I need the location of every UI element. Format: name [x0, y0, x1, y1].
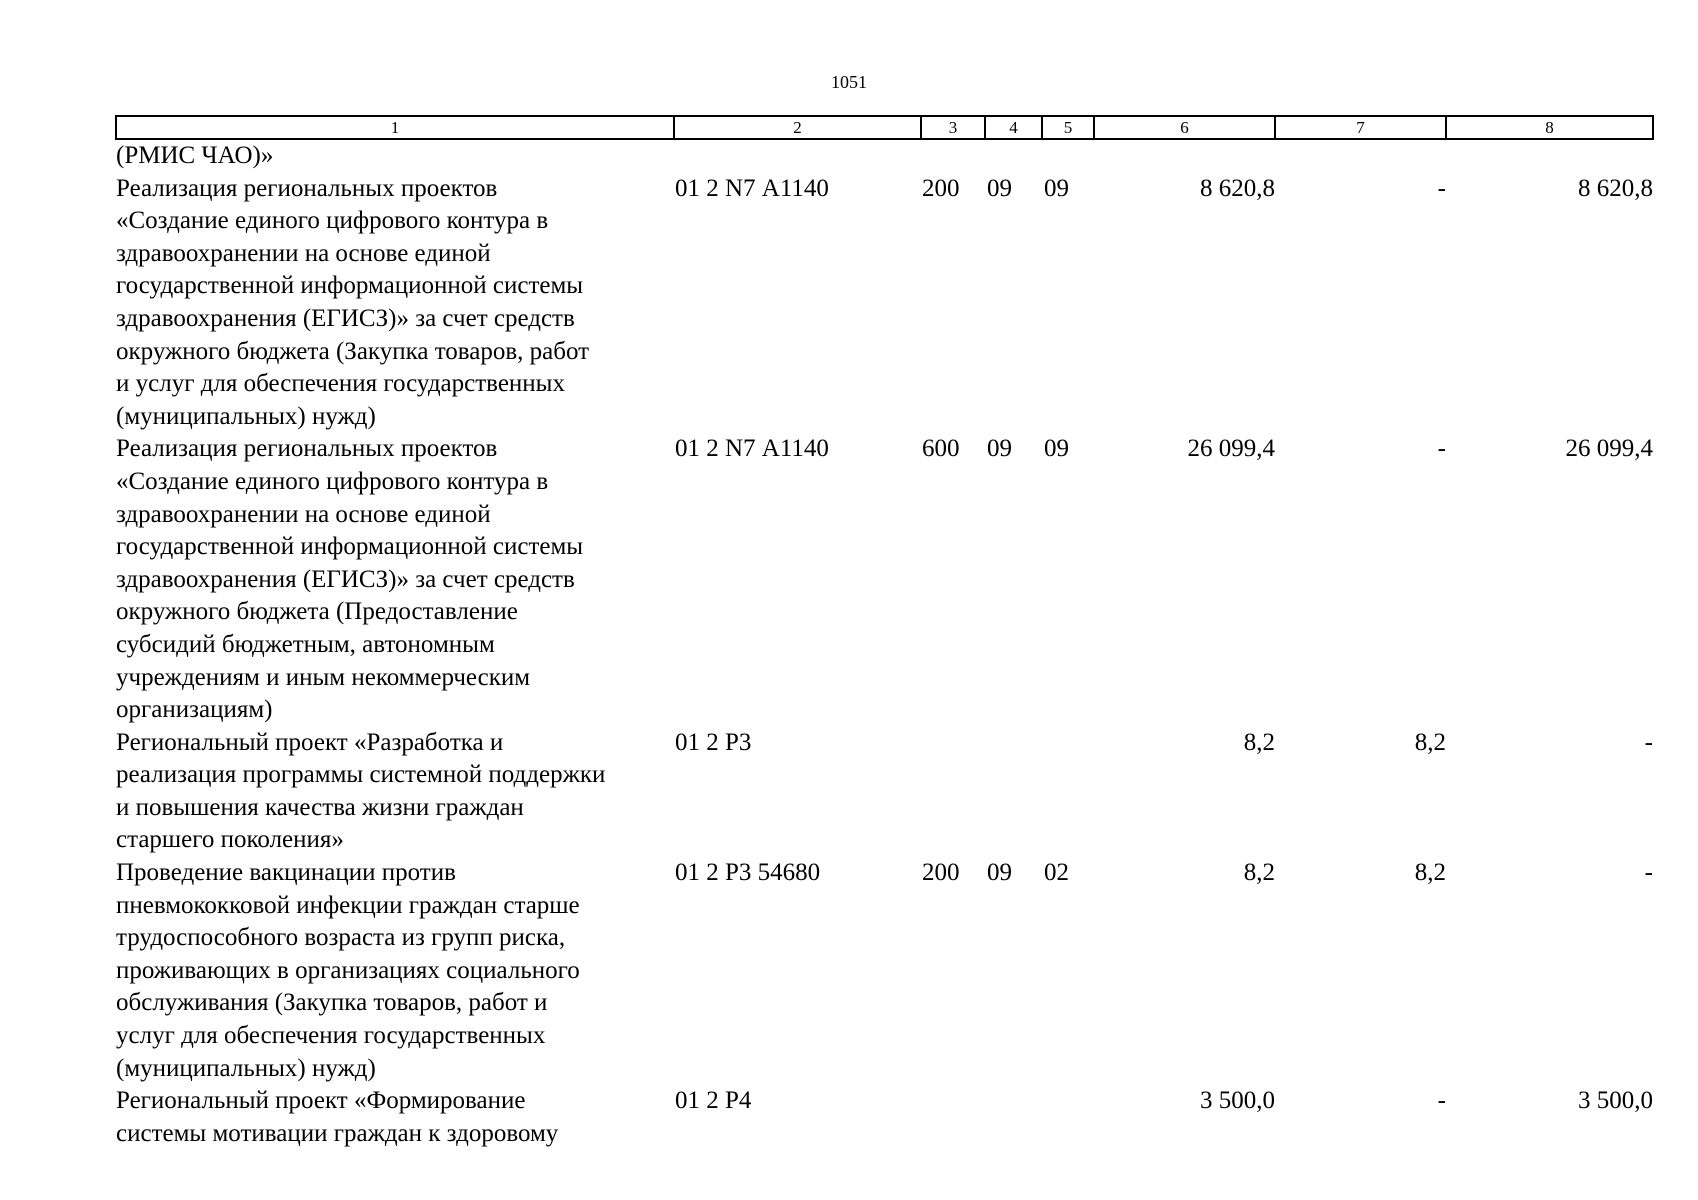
column-header-7: 7	[1275, 116, 1446, 139]
column-header-5: 5	[1042, 116, 1094, 139]
column-header-3: 3	[921, 116, 985, 139]
row-subsection	[1042, 1085, 1094, 1150]
row-total	[1094, 139, 1275, 173]
column-header-6: 6	[1094, 116, 1275, 139]
row-code: 01 2 N7 А1140	[675, 174, 829, 202]
row-total: 8 620,8	[1200, 174, 1275, 202]
row-col7: -	[1437, 435, 1446, 463]
row-expense-type	[921, 727, 985, 857]
row-name: Региональный проект «Разработка и реализация программы системной поддержки и повышения качества жизни граждан старшего поколения»	[116, 728, 606, 854]
row-col7: 8,2	[1414, 728, 1446, 756]
row-name: Региональный проект «Формирование системы мотивации граждан к здоровому	[116, 1087, 559, 1147]
column-header-4: 4	[985, 116, 1042, 139]
row-col8	[1446, 139, 1653, 173]
table-row	[116, 139, 1653, 173]
row-code: 01 2 P3 54680	[675, 859, 821, 887]
row-col7: -	[1437, 1087, 1446, 1115]
column-header-2: 2	[674, 116, 921, 139]
row-col8: 26 099,4	[1565, 435, 1653, 463]
row-section	[985, 727, 1042, 857]
row-subsection: 09	[1044, 435, 1069, 463]
row-section: 09	[987, 435, 1012, 463]
row-expense-type: 600	[922, 435, 960, 463]
row-expense-type: 200	[922, 859, 960, 887]
column-header-8: 8	[1446, 116, 1653, 139]
column-number-row	[116, 116, 1653, 139]
table-header	[116, 116, 1653, 139]
row-code: 01 2 P4	[675, 1087, 752, 1115]
row-col8: -	[1644, 728, 1653, 756]
row-expense-type: 200	[922, 174, 960, 202]
budget-table	[115, 115, 1654, 1150]
row-total: 3 500,0	[1200, 1087, 1275, 1115]
row-section: 09	[987, 174, 1012, 202]
row-code: 01 2 P3	[675, 728, 752, 756]
row-total: 26 099,4	[1187, 435, 1275, 463]
row-col8: 3 500,0	[1578, 1087, 1653, 1115]
row-section	[985, 1085, 1042, 1150]
column-header-1: 1	[116, 116, 674, 139]
row-name: Проведение вакцинации против пневмококковой инфекции граждан старше трудоспособного возраста из групп риска, проживающих в организациях социального обслуживания (Закупка товаров, работ и услуг для обеспечения государственных (муниципальных) нужд)	[116, 859, 580, 1082]
row-name: Реализация региональных проектов «Создание единого цифрового контура в здравоохранении на основе единой государственной информационной системы здравоохранения (ЕГИСЗ)» за счет средств окружного бюджета (Предоставление субсидий бюджетным, автономным учреждениям и иным некоммерческим организациям)	[116, 435, 584, 724]
row-col7	[1275, 139, 1446, 173]
row-total: 8,2	[1243, 859, 1275, 887]
row-code	[674, 139, 921, 173]
table-row	[116, 173, 1653, 434]
row-section	[985, 139, 1042, 173]
row-name: (РМИС ЧАО)»	[116, 142, 274, 169]
row-col8: -	[1644, 859, 1653, 887]
page-number: 1051	[831, 72, 867, 92]
row-subsection	[1042, 727, 1094, 857]
row-expense-type	[921, 139, 985, 173]
row-col7: -	[1437, 174, 1446, 202]
row-code: 01 2 N7 А1140	[675, 435, 829, 463]
row-section: 09	[987, 859, 1012, 887]
row-name: Реализация региональных проектов «Создание единого цифрового контура в здравоохранении на основе единой государственной информационной системы здравоохранения (ЕГИСЗ)» за счет средств окружного бюджета (Закупка товаров, работ и услуг для обеспечения государственных (муниципальных) нужд)	[116, 174, 590, 430]
table-row	[116, 433, 1653, 726]
table-body	[116, 139, 1653, 1150]
row-col8: 8 620,8	[1578, 174, 1653, 202]
row-subsection: 09	[1044, 174, 1069, 202]
table-row	[116, 1085, 1653, 1150]
table-row	[116, 857, 1653, 1085]
table-row	[116, 727, 1653, 857]
row-subsection: 02	[1044, 859, 1069, 887]
row-expense-type	[921, 1085, 985, 1150]
row-total: 8,2	[1243, 728, 1275, 756]
row-subsection	[1042, 139, 1094, 173]
row-col7: 8,2	[1414, 859, 1446, 887]
